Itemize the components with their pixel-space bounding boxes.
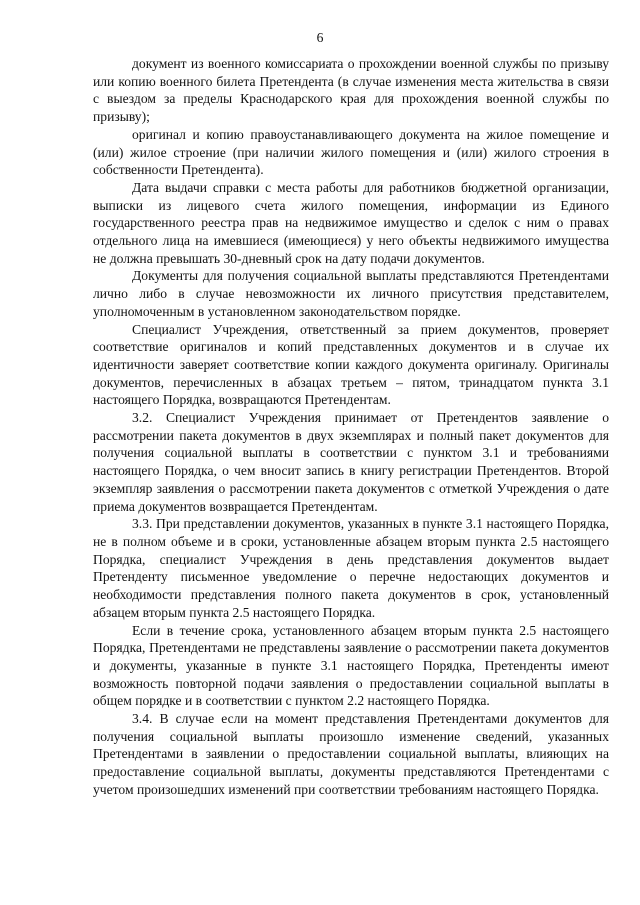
paragraph-3-2: 3.2. Специалист Учреждения принимает от Претендентов заявление о рассмотрении пакета документов в двух экземплярах и полный пакет документов для получения социальной выплаты в соответствии с пунктом 3.1 и требованиями настоящего Порядка, о чем вносит запись в книгу регистрации Претендентов. Второй экземпляр заявления о рассмотрении пакета документов с отметкой Учреждения о дате приема документов возвращается Претендентам. [93,410,609,514]
paragraph-resubmission: Если в течение срока, установленного абзацем вторым пункта 2.5 настоящего Порядка, Претендентами не представлены заявление о рассмотрении пакета документов и документы, указанные в пункте 3.1 настоящего Порядка, Претенденты имеют возможность повторной подачи заявления о предоставлении социальной выплаты в общем порядке и в соответствии с пунктом 2.2 настоящего Порядка. [93,622,609,709]
document-body [93,55,609,799]
paragraph-military-document: документ из военного комиссариата о прохождении военной службы по призыву или копию военного билета Претендента (в случае изменения места жительства в связи с выездом за пределы Краснодарского края для прохождения военной службы по призыву); [93,56,609,125]
paragraph-verification: Специалист Учреждения, ответственный за прием документов, проверяет соответствие оригиналов и копий представленных документов и в случае их идентичности заверяет соответствие копии каждого документа оригиналу. Оригиналы документов, перечисленных в абзацах третьем – пятом, тринадцатом пункта 3.1 настоящего Порядка, возвращаются Претендентам. [93,321,609,408]
paragraph-validity-period: Дата выдачи справки с места работы для работников бюджетной организации, выписки из лицевого счета жилого помещения, информации из Единого государственного реестра прав на недвижимое имущество и сделок с ним о правах отдельного лица на имевшиеся (имеющиеся) у него объекты недвижимого имущества не должна превышать 30-дневный срок на дату подачи документов. [93,179,609,266]
page-number: 6 [316,30,324,45]
paragraph-title-document: оригинал и копию правоустанавливающего документа на жилое помещение и (или) жилое строение (при наличии жилого помещения и (или) жилого строения в собственности Претендента). [93,126,609,178]
paragraph-3-4: 3.4. В случае если на момент представления Претендентами документов для получения социальной выплаты произошло изменение сведений, указанных Претендентами в заявлении о предоставлении социальной выплаты, влияющих на предоставление социальной выплаты, документы представляются Претендентами с учетом произошедших изменений при соответствии требованиям настоящего Порядка. [93,711,609,797]
paragraph-3-3: 3.3. При представлении документов, указанных в пункте 3.1 настоящего Порядка, не в полном объеме и в сроки, установленные абзацем вторым пункта 2.5 настоящего Порядка, специалист Учреждения в день представления документов выдает Претенденту письменное уведомление о перечне недостающих документов и необходимости представления полного пакета документов в срок, установленный абзацем вторым пункта 2.5 настоящего Порядка. [93,516,609,620]
paragraph-submission: Документы для получения социальной выплаты представляются Претендентами лично либо в случае невозможности их личного присутствия представителем, уполномоченным в установленном законодательством порядке. [93,268,609,319]
